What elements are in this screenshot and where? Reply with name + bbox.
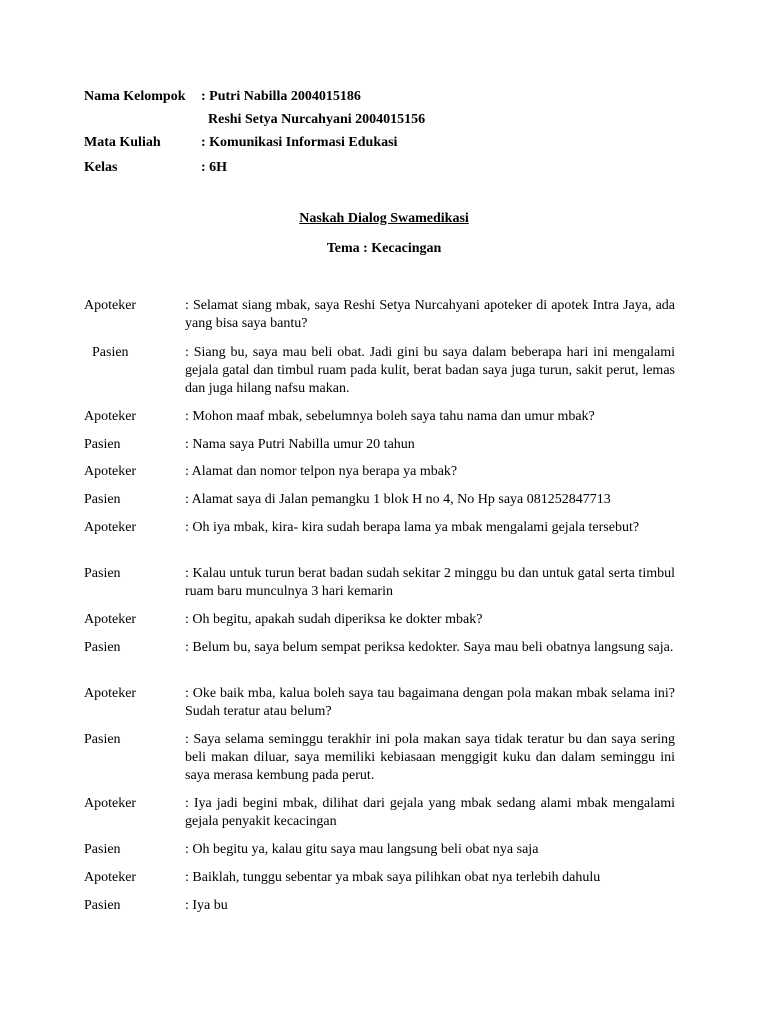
utterance-text: : Mohon maaf mbak, sebelumnya boleh saya tahu nama dan umur mbak?: [185, 409, 595, 424]
speaker-label: Pasien: [84, 492, 121, 507]
speaker-label: Apoteker: [84, 796, 137, 811]
document-title-text: Naskah Dialog Swamedikasi: [299, 211, 469, 226]
course-label: Mata Kuliah: [84, 135, 161, 150]
class-row: [84, 159, 227, 177]
utterance-text: : Selamat siang mbak, saya Reshi Setya Nurcahyani apoteker di apotek Intra Jaya, ada yang bisa saya bantu?: [185, 298, 675, 331]
speaker-label: Pasien: [84, 842, 121, 857]
speaker-label: Pasien: [84, 732, 121, 747]
group-member-2: Reshi Setya Nurcahyani 2004015156: [208, 112, 426, 127]
course-value: : Komunikasi Informasi Edukasi: [201, 135, 398, 150]
utterance-text: : Oh begitu ya, kalau gitu saya mau langsung beli obat nya saja: [185, 842, 539, 857]
utterance-text: : Alamat dan nomor telpon nya berapa ya mbak?: [185, 464, 458, 479]
speaker-label: Apoteker: [84, 298, 137, 313]
utterance-text: : Oh iya mbak, kira- kira sudah berapa lama ya mbak mengalami gejala tersebut?: [185, 520, 640, 535]
speaker-label: Pasien: [84, 898, 121, 913]
speaker-label: Pasien: [84, 566, 121, 581]
document-title: [0, 210, 768, 228]
class-label: Kelas: [84, 160, 118, 175]
group-label: Nama Kelompok: [84, 89, 186, 104]
document-theme: [0, 240, 768, 258]
utterance-text: : Belum bu, saya belum sempat periksa kedokter. Saya mau beli obatnya langsung saja.: [185, 640, 674, 655]
speaker-label: Apoteker: [84, 520, 137, 535]
utterance-text: : Iya jadi begini mbak, dilihat dari gejala yang mbak sedang alami mbak mengalami gejala penyakit kecacingan: [185, 796, 675, 829]
speaker-label: Apoteker: [84, 870, 137, 885]
group-row: [84, 88, 361, 106]
speaker-label: Apoteker: [84, 464, 137, 479]
utterance-text: : Oke baik mba, kalua boleh saya tau bagaimana dengan pola makan mbak selama ini? Sudah teratur atau belum?: [185, 686, 675, 719]
speaker-label: Apoteker: [84, 409, 137, 424]
group-row-2: [84, 111, 425, 129]
speaker-label: Apoteker: [84, 612, 137, 627]
document-theme-text: Tema : Kecacingan: [326, 241, 442, 256]
speaker-label: Pasien: [84, 437, 121, 452]
utterance-text: : Iya bu: [185, 898, 228, 913]
class-value: : 6H: [201, 160, 228, 175]
utterance-text: : Alamat saya di Jalan pemangku 1 blok H no 4, No Hp saya 081252847713: [185, 492, 611, 507]
utterance-text: : Siang bu, saya mau beli obat. Jadi gini bu saya dalam beberapa hari ini mengalami gejala gatal dan timbul ruam pada kulit, berat badan saya juga turun, sakit perut, lemas dan juga hilang nafsu makan.: [185, 345, 675, 396]
speaker-label: Pasien: [92, 345, 129, 360]
speaker-label: Pasien: [84, 640, 121, 655]
utterance-text: : Oh begitu, apakah sudah diperiksa ke dokter mbak?: [185, 612, 483, 627]
utterance-text: : Saya selama seminggu terakhir ini pola makan saya tidak teratur bu dan saya sering beli makan diluar, saya memiliki kebiasaan menggigit kuku dan dalam seminggu ini saya merasa kembung pada perut.: [185, 732, 675, 783]
course-row: [84, 134, 397, 152]
group-member-1: : Putri Nabilla 2004015186: [201, 89, 361, 104]
speaker-label: Apoteker: [84, 686, 137, 701]
utterance-text: : Kalau untuk turun berat badan sudah sekitar 2 minggu bu dan untuk gatal serta timbul ruam baru munculnya 3 hari kemarin: [185, 566, 675, 599]
utterance-text: : Nama saya Putri Nabilla umur 20 tahun: [185, 437, 415, 452]
utterance-text: : Baiklah, tunggu sebentar ya mbak saya pilihkan obat nya terlebih dahulu: [185, 870, 601, 885]
